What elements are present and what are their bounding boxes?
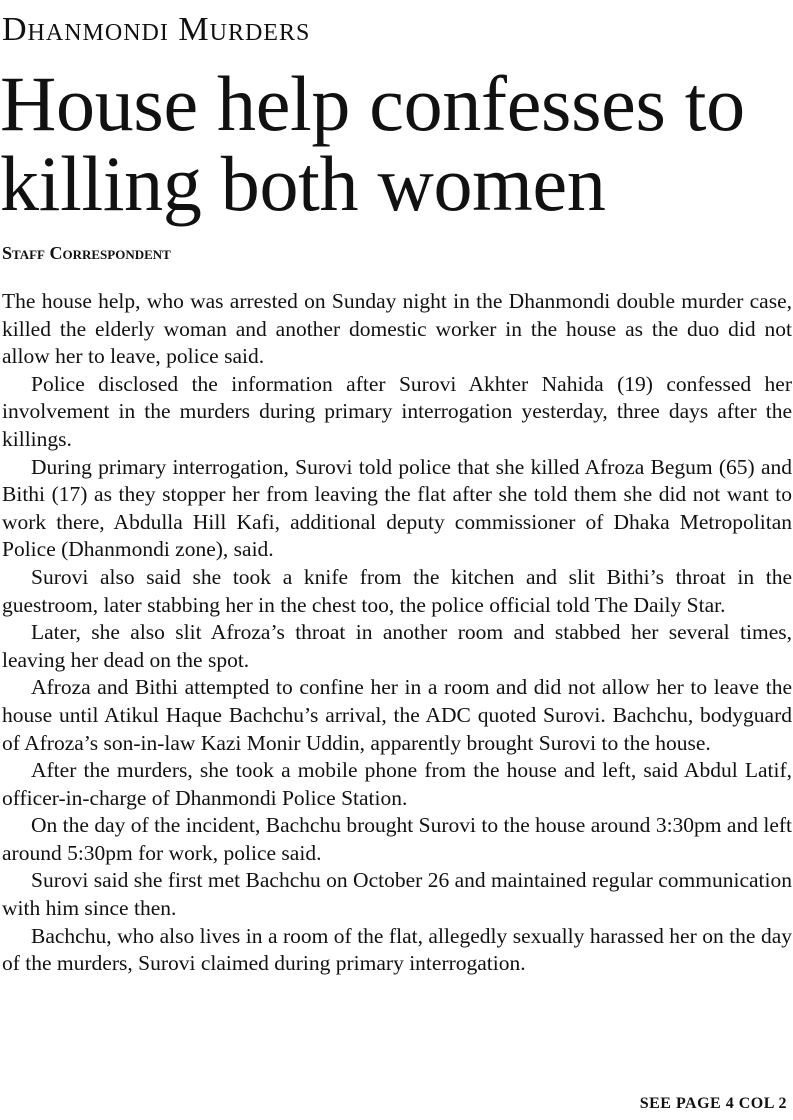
- headline: House help confesses to killing both women: [0, 60, 745, 227]
- continuation-jump-line: SEE PAGE 4 COL 2: [639, 1095, 787, 1112]
- body-paragraph: Afroza and Bithi attempted to confine her in a room and did not allow her to leave the house until Atikul Haque Bachchu’s arrival, the ADC quoted Surovi. Bachchu, bodyguard of Afroza’s son-in-law Kazi Monir Uddin, apparently brought Surovi to the house.: [2, 675, 792, 755]
- body-paragraph: Bachchu, who also lives in a room of the flat, allegedly sexually harassed her on the day of the murders, Surovi claimed during primary interrogation.: [2, 923, 792, 976]
- byline: Staff Correspondent: [2, 243, 171, 263]
- body-paragraph: Later, she also slit Afroza’s throat in another room and stabbed her several times, leaving her dead on the spot.: [2, 620, 792, 672]
- body-paragraph: Surovi also said she took a knife from the kitchen and slit Bithi’s throat in the guestroom, later stabbing her in the chest too, the police official told The Daily Star.: [2, 564, 792, 617]
- body-paragraph: Police disclosed the information after Surovi Akhter Nahida (19) confessed her involvement in the murders during primary interrogation yesterday, three days after the killings.: [2, 371, 792, 451]
- body-paragraph: The house help, who was arrested on Sunday night in the Dhanmondi double murder case, killed the elderly woman and another domestic worker in the house as the duo did not allow her to leave, police said.: [2, 289, 792, 369]
- kicker: Dhanmondi Murders: [2, 11, 311, 48]
- body-paragraph: Surovi said she first met Bachchu on October 26 and maintained regular communication with him since then.: [2, 868, 792, 921]
- body-paragraph: During primary interrogation, Surovi told police that she killed Afroza Begum (65) and Bithi (17) as they stopper her from leaving the flat after she told them she did not want to work there, Abdulla Hill Kafi, additional deputy commissioner of Dhaka Metropolitan Police (Dhanmondi zone), said.: [2, 454, 792, 562]
- body-paragraph: After the murders, she took a mobile phone from the house and left, said Abdul Latif, officer-in-charge of Dhanmondi Police Station.: [2, 758, 792, 810]
- body-paragraph: On the day of the incident, Bachchu brought Surovi to the house around 3:30pm and left around 5:30pm for work, police said.: [2, 813, 792, 865]
- article-body: [2, 288, 792, 978]
